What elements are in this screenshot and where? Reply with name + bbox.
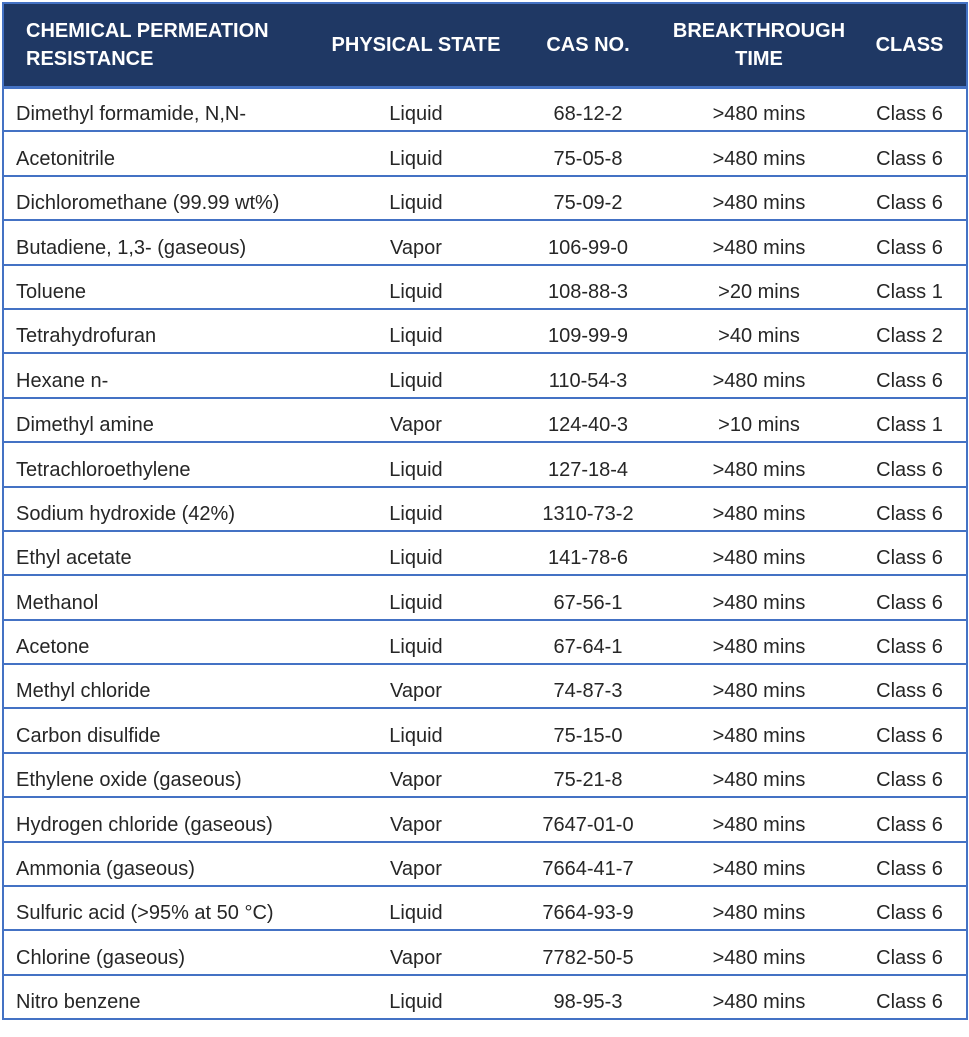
cell-class: Class 6 xyxy=(853,842,967,886)
cell-class: Class 2 xyxy=(853,309,967,353)
cell-chemical: Tetrahydrofuran xyxy=(3,309,321,353)
cell-class: Class 6 xyxy=(853,620,967,664)
table-row xyxy=(3,886,967,930)
cell-chemical: Toluene xyxy=(3,265,321,309)
cell-class: Class 1 xyxy=(853,398,967,442)
cell-class: Class 6 xyxy=(853,220,967,264)
cell-class: Class 6 xyxy=(853,886,967,930)
cell-cas-no: 75-05-8 xyxy=(511,131,665,175)
cell-cas-no: 7782-50-5 xyxy=(511,930,665,974)
table-row xyxy=(3,842,967,886)
cell-class: Class 6 xyxy=(853,708,967,752)
cell-breakthrough-time: >480 mins xyxy=(665,220,853,264)
table-row xyxy=(3,176,967,220)
cell-class: Class 6 xyxy=(853,442,967,486)
header-cas-no: CAS NO. xyxy=(511,3,665,87)
cell-cas-no: 67-56-1 xyxy=(511,575,665,619)
cell-chemical: Tetrachloroethylene xyxy=(3,442,321,486)
cell-cas-no: 98-95-3 xyxy=(511,975,665,1019)
cell-chemical: Acetonitrile xyxy=(3,131,321,175)
cell-class: Class 6 xyxy=(853,353,967,397)
permeation-table-container xyxy=(2,2,966,1020)
cell-physical-state: Vapor xyxy=(321,664,511,708)
table-row xyxy=(3,265,967,309)
cell-physical-state: Vapor xyxy=(321,797,511,841)
cell-class: Class 1 xyxy=(853,265,967,309)
table-row xyxy=(3,664,967,708)
table-row xyxy=(3,753,967,797)
cell-breakthrough-time: >480 mins xyxy=(665,930,853,974)
header-class: CLASS xyxy=(853,3,967,87)
cell-physical-state: Liquid xyxy=(321,176,511,220)
cell-cas-no: 106-99-0 xyxy=(511,220,665,264)
cell-cas-no: 67-64-1 xyxy=(511,620,665,664)
cell-breakthrough-time: >480 mins xyxy=(665,353,853,397)
cell-chemical: Butadiene, 1,3- (gaseous) xyxy=(3,220,321,264)
header-row xyxy=(3,3,967,87)
cell-chemical: Methanol xyxy=(3,575,321,619)
table-row xyxy=(3,620,967,664)
cell-chemical: Ammonia (gaseous) xyxy=(3,842,321,886)
table-row xyxy=(3,975,967,1019)
cell-breakthrough-time: >40 mins xyxy=(665,309,853,353)
cell-breakthrough-time: >480 mins xyxy=(665,620,853,664)
cell-cas-no: 7664-41-7 xyxy=(511,842,665,886)
cell-cas-no: 109-99-9 xyxy=(511,309,665,353)
cell-chemical: Carbon disulfide xyxy=(3,708,321,752)
cell-physical-state: Liquid xyxy=(321,886,511,930)
cell-class: Class 6 xyxy=(853,131,967,175)
table-row xyxy=(3,87,967,131)
cell-breakthrough-time: >480 mins xyxy=(665,531,853,575)
header-chemical: CHEMICAL PERMEATION RESISTANCE xyxy=(3,3,321,87)
cell-class: Class 6 xyxy=(853,176,967,220)
table-row xyxy=(3,131,967,175)
cell-cas-no: 110-54-3 xyxy=(511,353,665,397)
cell-class: Class 6 xyxy=(853,531,967,575)
table-row xyxy=(3,353,967,397)
cell-physical-state: Liquid xyxy=(321,575,511,619)
cell-physical-state: Liquid xyxy=(321,309,511,353)
cell-physical-state: Liquid xyxy=(321,131,511,175)
cell-class: Class 6 xyxy=(853,87,967,131)
cell-chemical: Sulfuric acid (>95% at 50 °C) xyxy=(3,886,321,930)
cell-cas-no: 75-21-8 xyxy=(511,753,665,797)
cell-chemical: Sodium hydroxide (42%) xyxy=(3,487,321,531)
cell-chemical: Ethylene oxide (gaseous) xyxy=(3,753,321,797)
cell-physical-state: Vapor xyxy=(321,753,511,797)
cell-breakthrough-time: >480 mins xyxy=(665,176,853,220)
cell-physical-state: Liquid xyxy=(321,87,511,131)
cell-chemical: Hydrogen chloride (gaseous) xyxy=(3,797,321,841)
table-row xyxy=(3,398,967,442)
cell-breakthrough-time: >480 mins xyxy=(665,131,853,175)
cell-physical-state: Liquid xyxy=(321,531,511,575)
table-row xyxy=(3,797,967,841)
cell-chemical: Dichloromethane (99.99 wt%) xyxy=(3,176,321,220)
cell-physical-state: Vapor xyxy=(321,220,511,264)
cell-breakthrough-time: >480 mins xyxy=(665,753,853,797)
cell-breakthrough-time: >480 mins xyxy=(665,664,853,708)
cell-physical-state: Vapor xyxy=(321,842,511,886)
cell-physical-state: Liquid xyxy=(321,620,511,664)
cell-breakthrough-time: >480 mins xyxy=(665,87,853,131)
cell-breakthrough-time: >480 mins xyxy=(665,575,853,619)
cell-breakthrough-time: >10 mins xyxy=(665,398,853,442)
cell-cas-no: 75-09-2 xyxy=(511,176,665,220)
cell-class: Class 6 xyxy=(853,975,967,1019)
table-row xyxy=(3,220,967,264)
cell-cas-no: 68-12-2 xyxy=(511,87,665,131)
cell-breakthrough-time: >480 mins xyxy=(665,442,853,486)
table-row xyxy=(3,487,967,531)
table-row xyxy=(3,309,967,353)
cell-breakthrough-time: >480 mins xyxy=(665,708,853,752)
cell-cas-no: 75-15-0 xyxy=(511,708,665,752)
cell-physical-state: Liquid xyxy=(321,442,511,486)
table-row xyxy=(3,575,967,619)
table-row xyxy=(3,708,967,752)
cell-chemical: Dimethyl formamide, N,N- xyxy=(3,87,321,131)
cell-class: Class 6 xyxy=(853,487,967,531)
cell-physical-state: Liquid xyxy=(321,353,511,397)
cell-physical-state: Liquid xyxy=(321,708,511,752)
cell-physical-state: Vapor xyxy=(321,930,511,974)
table-row xyxy=(3,442,967,486)
cell-cas-no: 74-87-3 xyxy=(511,664,665,708)
cell-breakthrough-time: >480 mins xyxy=(665,797,853,841)
cell-cas-no: 108-88-3 xyxy=(511,265,665,309)
cell-chemical: Acetone xyxy=(3,620,321,664)
table-header xyxy=(3,3,967,87)
cell-chemical: Ethyl acetate xyxy=(3,531,321,575)
header-physical-state: PHYSICAL STATE xyxy=(321,3,511,87)
table-body xyxy=(3,87,967,1019)
chemical-permeation-table xyxy=(2,2,968,1020)
cell-cas-no: 7664-93-9 xyxy=(511,886,665,930)
cell-chemical: Nitro benzene xyxy=(3,975,321,1019)
cell-physical-state: Vapor xyxy=(321,398,511,442)
cell-breakthrough-time: >480 mins xyxy=(665,487,853,531)
cell-chemical: Dimethyl amine xyxy=(3,398,321,442)
cell-breakthrough-time: >480 mins xyxy=(665,886,853,930)
cell-class: Class 6 xyxy=(853,575,967,619)
cell-physical-state: Liquid xyxy=(321,487,511,531)
cell-cas-no: 141-78-6 xyxy=(511,531,665,575)
cell-cas-no: 7647-01-0 xyxy=(511,797,665,841)
cell-breakthrough-time: >20 mins xyxy=(665,265,853,309)
cell-chemical: Chlorine (gaseous) xyxy=(3,930,321,974)
cell-breakthrough-time: >480 mins xyxy=(665,975,853,1019)
cell-cas-no: 124-40-3 xyxy=(511,398,665,442)
header-breakthrough-time: BREAKTHROUGH TIME xyxy=(665,3,853,87)
cell-chemical: Hexane n- xyxy=(3,353,321,397)
cell-class: Class 6 xyxy=(853,930,967,974)
cell-physical-state: Liquid xyxy=(321,265,511,309)
cell-breakthrough-time: >480 mins xyxy=(665,842,853,886)
cell-class: Class 6 xyxy=(853,753,967,797)
table-row xyxy=(3,531,967,575)
cell-chemical: Methyl chloride xyxy=(3,664,321,708)
cell-cas-no: 1310-73-2 xyxy=(511,487,665,531)
cell-cas-no: 127-18-4 xyxy=(511,442,665,486)
cell-class: Class 6 xyxy=(853,664,967,708)
cell-physical-state: Liquid xyxy=(321,975,511,1019)
table-row xyxy=(3,930,967,974)
cell-class: Class 6 xyxy=(853,797,967,841)
